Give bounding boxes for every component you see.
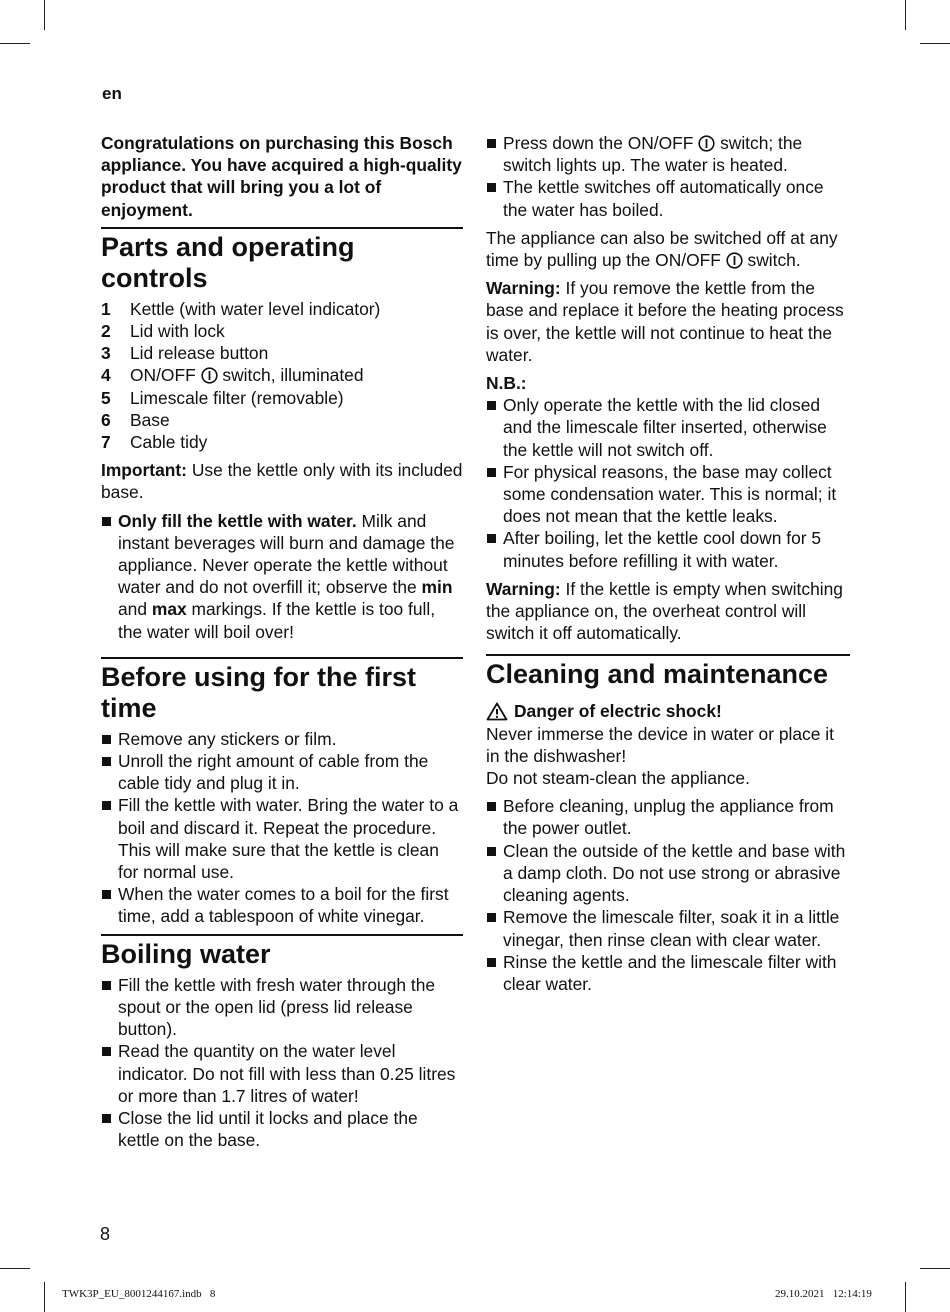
footer-filename: TWK3P_EU_8001244167.indb 8 xyxy=(62,1288,216,1300)
list-item: Read the quantity on the water level indicator. Do not fill with less than 0.25 litres or more than 1.7 litres of water! xyxy=(101,1040,463,1107)
bullet-icon xyxy=(102,981,111,990)
crop-mark xyxy=(0,43,30,44)
crop-mark xyxy=(920,1268,950,1269)
language-code: en xyxy=(102,84,122,103)
bullet-icon xyxy=(487,468,496,477)
intro-text: Congratulations on purchasing this Bosch appliance. You have acquired a high-quality product that will bring you a lot of enjoyment. xyxy=(101,133,462,220)
list-item: 4 ON/OFF switch, illuminated xyxy=(101,365,364,386)
list-item: After boiling, let the kettle cool down for 5 minutes before refilling it with water. xyxy=(486,527,850,571)
list-item: Rinse the kettle and the limescale filter with clear water. xyxy=(486,951,850,995)
list-item: 3 Lid release button xyxy=(101,343,269,364)
list-item: The kettle switches off automatically once the water has boiled. xyxy=(486,176,850,220)
crop-mark xyxy=(44,0,45,30)
nb-list xyxy=(486,394,850,572)
bullet-icon xyxy=(487,847,496,856)
bullet-icon xyxy=(487,183,496,192)
boiling-heading: Boiling water xyxy=(101,934,463,970)
bullet-icon xyxy=(102,517,111,526)
right-column xyxy=(486,132,850,1001)
danger-heading: Danger of electric shock! xyxy=(486,700,850,722)
list-item: For physical reasons, the base may collect some condensation water. This is normal; it does not mean that the kettle leaks. xyxy=(486,461,850,528)
list-item: Unroll the right amount of cable from the cable tidy and plug it in. xyxy=(101,750,463,794)
bullet-icon xyxy=(487,802,496,811)
bullet-icon xyxy=(487,401,496,410)
list-item: Only operate the kettle with the lid closed and the limescale filter inserted, otherwise the kettle will not switch off. xyxy=(486,394,850,461)
list-item: Remove the limescale filter, soak it in a little vinegar, then rinse clean with clear water. xyxy=(486,906,850,950)
important-note: Important: Use the kettle only with its included base. xyxy=(101,460,463,503)
before-use-heading: Before using for the first time xyxy=(101,657,463,724)
nb-label: N.B.: xyxy=(486,373,527,394)
bullet-icon xyxy=(487,534,496,543)
bullet-icon xyxy=(102,1114,111,1123)
list-item: 2 Lid with lock xyxy=(101,321,225,342)
crop-mark xyxy=(44,1282,45,1312)
switch-off-text: The appliance can also be switched off at any time by pulling up the ON/OFF switch. xyxy=(486,227,838,271)
boiling-list xyxy=(101,974,463,1152)
list-item: When the water comes to a boil for the first time, add a tablespoon of white vinegar. xyxy=(101,883,463,927)
bullet-icon xyxy=(102,735,111,744)
fill-warning-list xyxy=(101,510,463,643)
warning-triangle-icon xyxy=(486,702,508,721)
footer-datetime: 29.10.2021 12:14:19 xyxy=(775,1288,872,1300)
crop-mark xyxy=(0,1268,30,1269)
left-column xyxy=(101,132,463,1157)
list-item: 1 Kettle (with water level indicator) xyxy=(101,298,381,319)
list-item: Fill the kettle with fresh water through the spout or the open lid (press lid release button). xyxy=(101,974,463,1041)
crop-mark xyxy=(905,1282,906,1312)
crop-mark xyxy=(920,43,950,44)
before-use-list xyxy=(101,728,463,928)
list-item: Before cleaning, unplug the appliance from the power outlet. xyxy=(486,795,850,839)
bullet-icon xyxy=(102,890,111,899)
list-item: Fill the kettle with water. Bring the water to a boil and discard it. Repeat the procedure. This will make sure that the kettle is clean for normal use. xyxy=(101,794,463,883)
list-item: Remove any stickers or film. xyxy=(101,728,463,750)
power-icon xyxy=(201,367,218,384)
list-item: 5 Limescale filter (removable) xyxy=(101,387,344,408)
bullet-icon xyxy=(487,958,496,967)
warning-note: Warning: If the kettle is empty when switching the appliance on, the overheat control will switch it off automatically. xyxy=(486,578,843,644)
list-item: Clean the outside of the kettle and base with a damp cloth. Do not use strong or abrasive cleaning agents. xyxy=(486,840,850,907)
list-item: Close the lid until it locks and place the kettle on the base. xyxy=(101,1107,463,1151)
bullet-icon xyxy=(487,913,496,922)
warning-note: Warning: If you remove the kettle from the base and replace it before the heating process is over, the kettle will not continue to heat the water. xyxy=(486,278,844,365)
list-item: Only fill the kettle with water. Milk and instant beverages will burn and damage the appliance. Never operate the kettle without water and do not overfill it; observe the min and max markings. If the kettle is too full, the water will boil over! xyxy=(101,510,463,643)
list-item: 6 Base xyxy=(101,409,170,430)
crop-mark xyxy=(905,0,906,30)
switch-list xyxy=(486,132,850,221)
bullet-icon xyxy=(102,1047,111,1056)
power-icon xyxy=(698,135,715,152)
list-item: 7 Cable tidy xyxy=(101,432,208,453)
parts-list xyxy=(101,298,463,453)
power-icon xyxy=(726,252,743,269)
cleaning-heading: Cleaning and maintenance xyxy=(486,654,850,690)
danger-text: Do not steam-clean the appliance. xyxy=(486,768,750,789)
bullet-icon xyxy=(487,139,496,148)
parts-heading: Parts and operating controls xyxy=(101,227,463,294)
cleaning-list xyxy=(486,795,850,995)
bullet-icon xyxy=(102,757,111,766)
list-item: Press down the ON/OFF switch; the switch lights up. The water is heated. xyxy=(486,132,850,176)
bullet-icon xyxy=(102,801,111,810)
page-number: 8 xyxy=(100,1224,111,1244)
danger-text: Never immerse the device in water or place it in the dishwasher! xyxy=(486,723,834,766)
